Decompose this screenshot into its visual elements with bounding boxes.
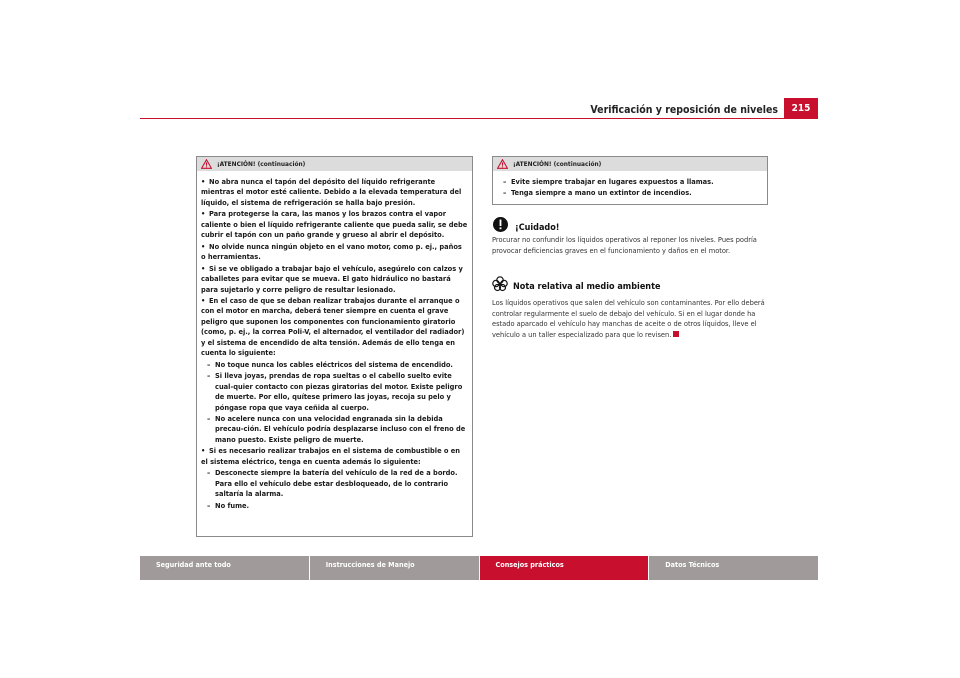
warning-box-left: [196, 156, 473, 537]
footer-nav: [140, 556, 818, 580]
sub-item: – No acelere nunca con una velocidad engranada sin la debida precau-ción. El vehículo podría desplazarse incluso con el freno de mano puesto. Existe peligro de muerte.: [207, 413, 466, 444]
sub-item: – Evite siempre trabajar en lugares expuestos a llamas.: [503, 177, 714, 186]
bullet-item: • No abra nunca el tapón del depósito del líquido refrigerante mientras el motor esté caliente. Debido a la elevada temperatura del líquido, el sistema de refrigeración se halla bajo presión.: [201, 177, 462, 207]
warning-body: [197, 171, 472, 511]
environment-title: Nota relativa al medio ambiente: [492, 276, 660, 292]
warning-header: [493, 157, 767, 171]
warning-body: [493, 171, 767, 199]
sub-item: – Desconecte siempre la batería del vehículo de la red de a bordo. Para ello el vehículo debe estar desbloqueado, de lo contrario saltaría la alarma.: [207, 468, 458, 499]
exclamation-circle-icon: [492, 216, 509, 233]
bullet-item: • Si se ve obligado a trabajar bajo el vehículo, asegúrelo con calzos y caballetes para evitar que se mueva. El gato hidráulico no bastará para sujetarlo y corre peligro de resultar lesionado.: [201, 263, 463, 294]
sub-item: – No fume.: [207, 500, 250, 510]
warning-triangle-icon: [201, 159, 212, 169]
tab-seguridad[interactable]: Seguridad ante todo: [140, 556, 310, 580]
bullet-item: • En el caso de que se deban realizar trabajos durante el arranque o con el motor en marcha, deberá tener siempre en cuenta el grave peligro que suponen los componentes con funcionamiento giratorio (como, p. ej., la correa Poli-V, el alternador, el ventilador del radiador) y el sistema de encendido de alta tensión. Además de ello tenga en cuenta lo siguiente:: [201, 295, 465, 358]
tab-instrucciones[interactable]: Instrucciones de Manejo: [310, 556, 480, 580]
caution-text: Procurar no confundir los líquidos operativos al reponer los niveles. Pues podría provocar deficiencias graves en el funcionamiento y daños en el motor.: [492, 235, 757, 255]
caution-title: ¡Cuidado!: [492, 216, 559, 233]
header-title: Verificación y reposición de niveles: [590, 104, 778, 116]
warning-title: ¡ATENCIÓN! (continuación): [217, 160, 306, 168]
warning-box-right: [492, 156, 768, 205]
environment-text: Los líquidos operativos que salen del vehículo son contaminantes. Por ello deberá controlar regularmente el suelo de debajo del vehículo. Si en el lugar donde ha estado aparcado el vehículo hay manchas de aceite o de otros líquidos, lleve el vehículo a un taller especializado para que lo revisen.: [492, 298, 765, 339]
bullet-item: • No olvide nunca ningún objeto en el vano motor, como p. ej., paños o herramientas.: [201, 241, 462, 262]
sub-item: – No toque nunca los cables eléctricos del sistema de encendido.: [207, 359, 453, 369]
bullet-item: • Si es necesario realizar trabajos en el sistema de combustible o en el sistema eléctrico, tenga en cuenta además lo siguiente:: [201, 446, 461, 466]
flower-icon: [492, 276, 508, 292]
header-rule: [140, 118, 818, 119]
tab-datos[interactable]: Datos Técnicos: [665, 560, 720, 569]
sub-item: – Si lleva joyas, prendas de ropa sueltas o el cabello suelto evite cual-quier contacto con piezas giratorias del motor. Existe peligro de muerte. Por ello, quítese primero las joyas, recoja su pelo y póngase ropa que vaya ceñida al cuerpo.: [207, 371, 463, 412]
end-mark: [673, 331, 679, 337]
warning-triangle-icon: [497, 159, 508, 169]
tab-consejos[interactable]: Consejos prácticos: [480, 556, 650, 580]
sub-item: – Tenga siempre a mano un extintor de incendios.: [503, 188, 692, 198]
bullet-item: • Para protegerse la cara, las manos y los brazos contra el vapor caliente o bien el líquido refrigerante caliente que pueda salir, se debe cubrir el tapón con un paño grande y grueso al abrir el depósito.: [201, 209, 468, 240]
warning-header: [197, 157, 472, 171]
warning-title: ¡ATENCIÓN! (continuación): [513, 160, 602, 168]
page-number: 215: [784, 98, 818, 118]
